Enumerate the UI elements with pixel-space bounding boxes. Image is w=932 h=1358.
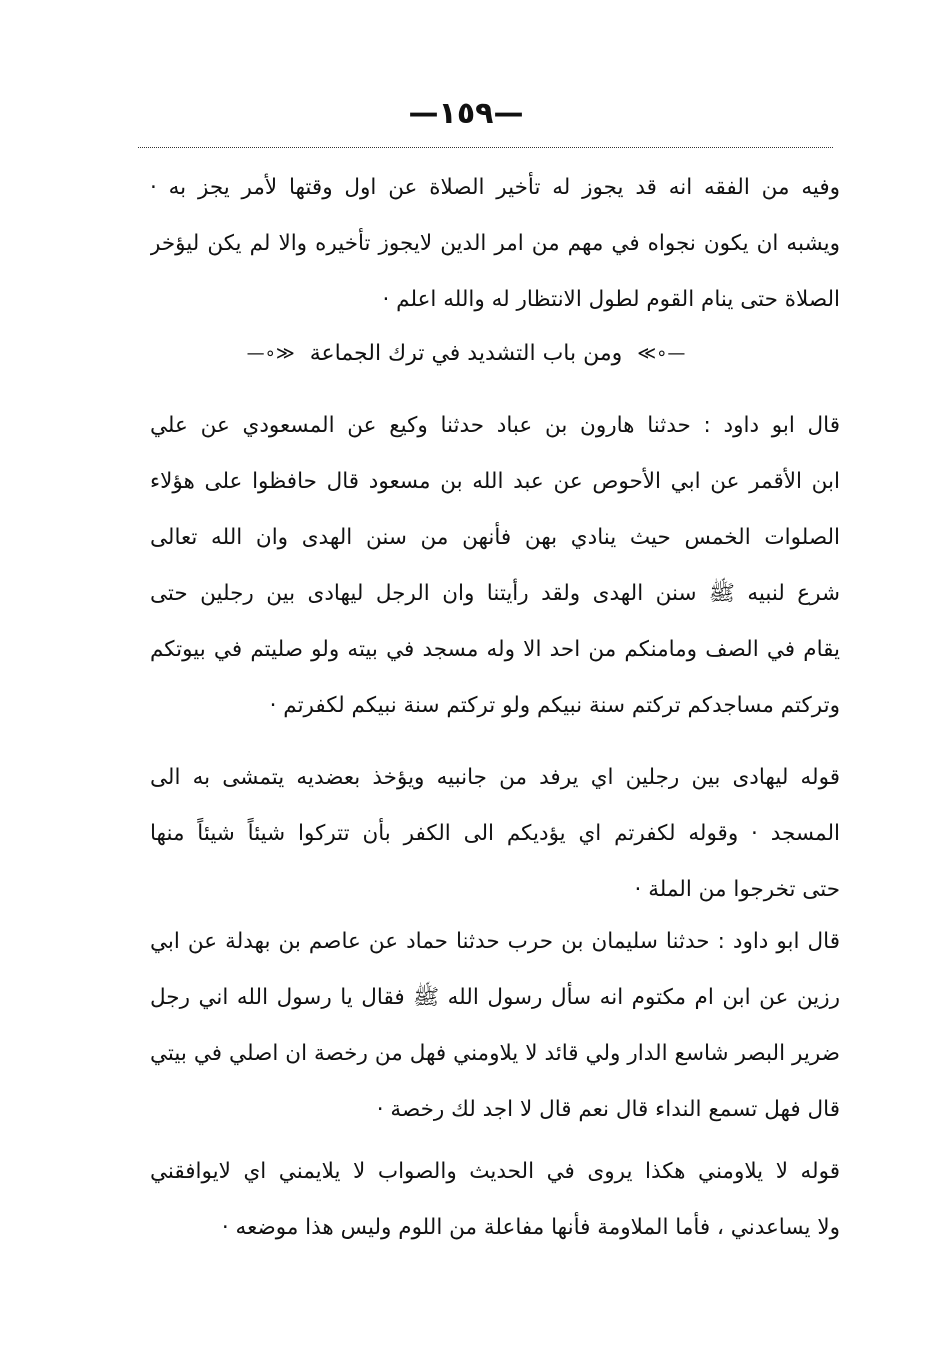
text-line: وتركتم مساجدكم تركتم سنة نبيكم ولو تركتم سنة نبيكم لكفرتم · — [269, 693, 840, 718]
text-line: حتى تخرجوا من الملة · — [634, 877, 840, 902]
hadith-paragraph-2 — [150, 914, 840, 1138]
intro-paragraph — [150, 160, 840, 328]
text-line: ابن الأقمر عن ابي الأحوص عن عبد الله بن مسعود قال حافظوا على هؤلاء — [150, 469, 840, 494]
text-line: الصلوات الخمس حيث ينادي بهن فأنهن من سنن الهدى وان الله تعالى — [150, 525, 840, 550]
ornament-left-icon: ≪∘— — [246, 343, 295, 364]
text-line: شرع لنبيه ﷺ سنن الهدى ولقد رأيتنا وان الرجل ليهادى بين رجلين حتى — [150, 581, 840, 606]
text-line: ولا يساعدني ، فأما الملاومة فأنها مفاعلة من اللوم وليس هذا موضعه · — [221, 1215, 840, 1240]
text-line: وفيه من الفقه انه قد يجوز له تأخير الصلاة عن اول وقتها لأمر يجز به · — [150, 175, 840, 200]
header-dotted-rule — [138, 147, 833, 148]
commentary-paragraph-2 — [150, 1144, 840, 1256]
section-heading-text: ومن باب التشديد في ترك الجماعة — [309, 341, 623, 366]
text-line: قوله لا يلاومني هكذا يروى في الحديث والصواب لا يلايمني اي لايوافقني — [150, 1159, 840, 1184]
text-line: ويشبه ان يكون نجواه في مهم من امر الدين لايجوز تأخيره والا لم يكن ليؤخر — [150, 231, 840, 256]
text-line: قوله ليهادى بين رجلين اي يرفد من جانبيه ويؤخذ بعضديه يتمشى به الى — [150, 765, 840, 790]
hadith-paragraph-1 — [150, 398, 840, 734]
text-line: ضرير البصر شاسع الدار ولي قائد لا يلاومني فهل من رخصة ان اصلي في بيتي — [150, 1041, 840, 1066]
text-line: المسجد · وقوله لكفرتم اي يؤديكم الى الكفر بأن تتركوا شيئاً شيئاً منها — [150, 821, 840, 846]
text-line: رزين عن ابن ام مكتوم انه سأل رسول الله ﷺ فقال يا رسول الله اني رجل — [150, 985, 840, 1010]
text-line: قال ابو داود : حدثنا هارون بن عباد حدثنا وكيع عن المسعودي عن علي — [150, 413, 840, 438]
text-line: قال فهل تسمع النداء قال نعم قال لا اجد لك رخصة · — [376, 1097, 840, 1122]
section-heading — [0, 332, 932, 376]
page-number: —١٥٩— — [408, 96, 524, 131]
commentary-paragraph-1 — [150, 750, 840, 918]
text-line: قال ابو داود : حدثنا سليمان بن حرب حدثنا حماد عن عاصم بن بهدلة عن ابي — [150, 929, 840, 954]
text-line: يقام في الصف ومامنكم من احد الا وله مسجد في بيته ولو صليتم في بيوتكم — [150, 637, 840, 662]
ornament-right-icon: —∘≫ — [637, 343, 686, 364]
text-line: الصلاة حتى ينام القوم لطول الانتظار له والله اعلم · — [382, 287, 840, 312]
